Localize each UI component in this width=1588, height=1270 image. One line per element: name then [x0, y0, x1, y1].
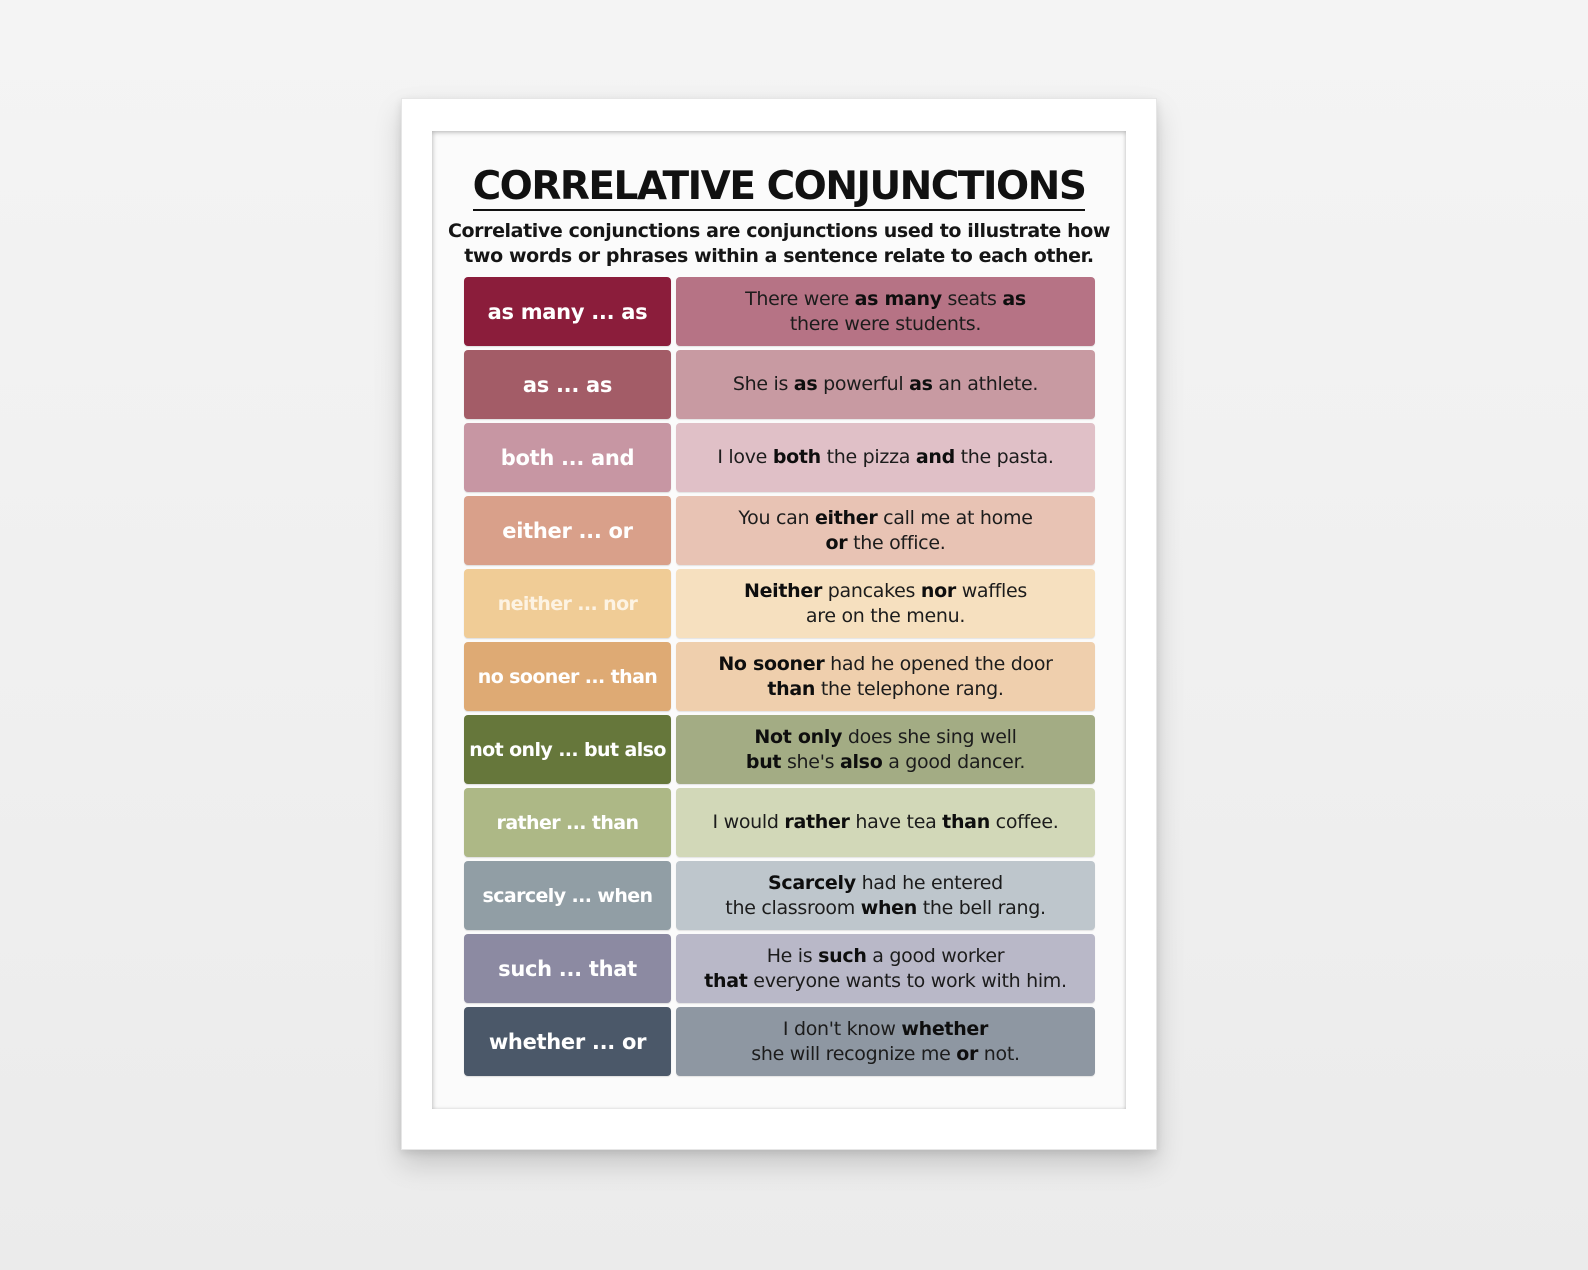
- conjunction-keyword: or: [956, 1042, 979, 1065]
- example-line: [704, 969, 1067, 994]
- conjunction-keyword: Scarcely: [768, 871, 856, 894]
- example-text: the pizza: [820, 446, 916, 468]
- conjunction-term: either ... or: [464, 496, 671, 565]
- conjunction-keyword: but: [745, 750, 782, 773]
- example-text: I love: [717, 446, 773, 468]
- example-line: [718, 652, 1052, 677]
- subtitle-line: two words or phrases within a sentence relate to each other.: [464, 245, 1094, 267]
- example-line: [754, 725, 1016, 750]
- example-text: there were students.: [789, 312, 982, 335]
- conjunction-term: rather ... than: [464, 788, 671, 857]
- example-sentence: [676, 277, 1095, 346]
- example-text: waffles: [955, 579, 1028, 602]
- example-line: [768, 871, 1003, 896]
- conjunction-row: [464, 496, 1095, 565]
- conjunction-term: such ... that: [464, 934, 671, 1003]
- conjunction-term: as many ... as: [464, 277, 671, 346]
- conjunction-row: [464, 423, 1095, 492]
- conjunction-term: both ... and: [464, 423, 671, 492]
- example-line: [745, 287, 1026, 312]
- conjunction-keyword: than: [767, 677, 816, 700]
- conjunction-keyword: as: [909, 373, 933, 395]
- conjunction-keyword: either: [814, 506, 878, 529]
- example-sentence: [676, 569, 1095, 638]
- example-text: the pasta.: [954, 446, 1054, 468]
- conjunction-keyword: Not only: [754, 725, 843, 748]
- conjunction-keyword: such: [818, 944, 867, 967]
- picture-frame: [401, 98, 1157, 1150]
- example-text: the office.: [847, 531, 946, 554]
- conjunction-keyword: also: [839, 750, 883, 773]
- example-line: [826, 531, 946, 556]
- example-text: does she sing well: [842, 725, 1017, 748]
- example-text: she's: [781, 750, 840, 773]
- example-text: I don't know: [782, 1017, 902, 1040]
- poster-title-text: CORRELATIVE CONJUNCTIONS: [472, 164, 1086, 209]
- example-text: You can: [738, 506, 815, 529]
- example-text: the telephone rang.: [815, 677, 1004, 700]
- conjunction-row: [464, 277, 1095, 346]
- example-line: [738, 506, 1032, 531]
- example-line: [790, 312, 981, 337]
- conjunction-keyword: or: [825, 531, 848, 554]
- example-text: She is: [732, 373, 794, 395]
- conjunction-keyword: than: [942, 811, 990, 833]
- conjunction-row: [464, 642, 1095, 711]
- example-sentence: [676, 1007, 1095, 1076]
- example-sentence: [676, 934, 1095, 1003]
- conjunction-keyword: whether: [901, 1017, 989, 1040]
- conjunction-keyword: nor: [920, 579, 956, 602]
- conjunction-keyword: as: [793, 373, 818, 395]
- example-line: [744, 579, 1027, 604]
- conjunction-row: [464, 715, 1095, 784]
- conjunction-row: [464, 569, 1095, 638]
- example-text: There were: [745, 287, 855, 310]
- conjunction-term: neither ... nor: [464, 569, 671, 638]
- example-line: [767, 677, 1003, 702]
- example-line: [806, 604, 965, 629]
- example-sentence: [676, 496, 1095, 565]
- conjunction-keyword: No sooner: [718, 652, 825, 675]
- example-text: coffee.: [989, 811, 1059, 833]
- example-line: [725, 896, 1045, 921]
- example-text: not.: [978, 1042, 1020, 1065]
- conjunction-keyword: as: [1002, 287, 1026, 310]
- example-line: [746, 750, 1025, 775]
- example-text: are on the menu.: [805, 604, 966, 627]
- conjunction-keyword: as many: [854, 287, 942, 310]
- poster: [432, 131, 1126, 1109]
- conjunction-row: [464, 788, 1095, 857]
- example-text: had he entered: [855, 871, 1003, 894]
- conjunction-row: [464, 1007, 1095, 1076]
- example-sentence: [676, 788, 1095, 857]
- example-sentence: [676, 861, 1095, 930]
- example-sentence: [676, 715, 1095, 784]
- conjunction-term: scarcely ... when: [464, 861, 671, 930]
- example-text: seats: [941, 287, 1003, 310]
- example-text: pancakes: [822, 579, 921, 602]
- conjunction-keyword: rather: [784, 811, 850, 833]
- example-text: had he opened the door: [824, 652, 1053, 675]
- conjunction-row: [464, 350, 1095, 419]
- example-sentence: [676, 423, 1095, 492]
- example-text: a good dancer.: [882, 750, 1026, 773]
- conjunction-term: as ... as: [464, 350, 671, 419]
- conjunction-term: no sooner ... than: [464, 642, 671, 711]
- poster-title: [432, 165, 1126, 211]
- example-text: she will recognize me: [751, 1042, 957, 1065]
- conjunction-keyword: when: [860, 896, 917, 919]
- example-line: [713, 810, 1059, 835]
- example-text: I would: [712, 811, 785, 833]
- conjunction-keyword: Neither: [743, 579, 823, 602]
- example-text: the bell rang.: [916, 896, 1046, 919]
- example-text: powerful: [817, 373, 910, 395]
- example-text: He is: [766, 944, 819, 967]
- example-text: an athlete.: [932, 373, 1039, 395]
- example-line: [717, 445, 1053, 470]
- conjunction-row: [464, 861, 1095, 930]
- conjunction-term: whether ... or: [464, 1007, 671, 1076]
- conjunction-table: [464, 277, 1095, 1080]
- example-sentence: [676, 350, 1095, 419]
- conjunction-keyword: that: [704, 969, 748, 992]
- conjunction-term: not only ... but also: [464, 715, 671, 784]
- example-text: everyone wants to work with him.: [747, 969, 1067, 992]
- example-text: have tea: [849, 811, 943, 833]
- example-line: [767, 944, 1005, 969]
- poster-subtitle: [432, 219, 1126, 269]
- conjunction-keyword: and: [915, 446, 955, 468]
- subtitle-line: Correlative conjunctions are conjunctions used to illustrate how: [447, 220, 1111, 242]
- conjunction-row: [464, 934, 1095, 1003]
- example-text: the classroom: [725, 896, 861, 919]
- conjunction-keyword: both: [772, 446, 821, 468]
- example-sentence: [676, 642, 1095, 711]
- example-text: call me at home: [877, 506, 1033, 529]
- example-line: [733, 372, 1038, 397]
- example-line: [751, 1042, 1020, 1067]
- example-text: a good worker: [866, 944, 1005, 967]
- example-line: [783, 1017, 988, 1042]
